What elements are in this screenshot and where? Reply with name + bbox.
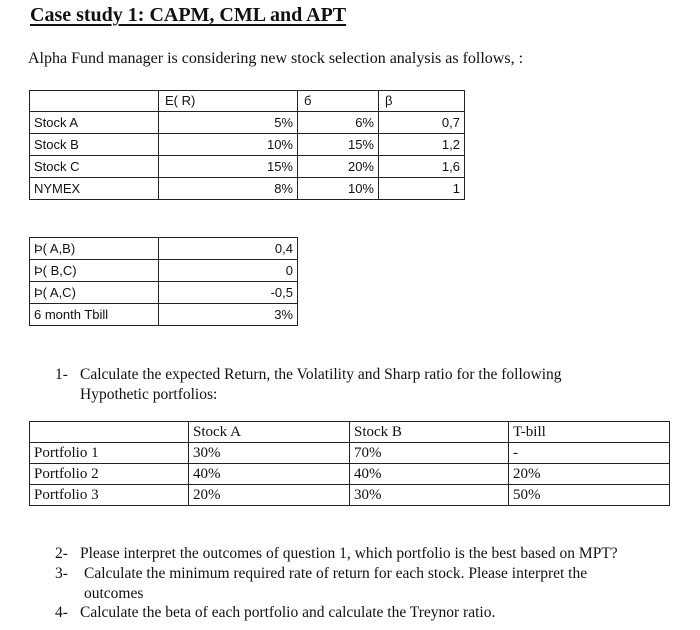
table-cell: 5%	[159, 112, 298, 134]
table-row	[30, 112, 465, 134]
table-cell: Portfolio 1	[30, 443, 189, 464]
table-row	[30, 238, 298, 260]
table-cell: Stock C	[30, 156, 159, 178]
table-cell: 10%	[159, 134, 298, 156]
page-title: Case study 1: CAPM, CML and APT	[30, 4, 347, 26]
table-cell: 30%	[189, 443, 350, 464]
table-cell: 0,4	[159, 238, 298, 260]
header-cell-stock-a: Stock A	[189, 422, 350, 443]
table-cell: -0,5	[159, 282, 298, 304]
table-cell: 0	[159, 260, 298, 282]
table-row	[30, 443, 670, 464]
table-cell: 3%	[159, 304, 298, 326]
table-row	[30, 260, 298, 282]
table-header-row	[30, 91, 465, 112]
table-row	[30, 134, 465, 156]
table-cell: NYMEX	[30, 178, 159, 200]
table-cell: 0,7	[379, 112, 465, 134]
portfolio-table	[29, 421, 670, 506]
table-cell: Portfolio 2	[30, 464, 189, 485]
table-row	[30, 485, 670, 506]
question-2-text: Please interpret the outcomes of question 1, which portfolio is the best based on MPT?	[80, 545, 618, 562]
table-cell: 6%	[298, 112, 379, 134]
question-3-number: 3-	[55, 565, 68, 582]
table-cell: -	[509, 443, 670, 464]
table-cell: Þ( B,C)	[30, 260, 159, 282]
table-cell: 40%	[189, 464, 350, 485]
question-4-number: 4-	[55, 604, 68, 621]
header-cell-volatility: б	[298, 91, 379, 112]
table-cell: Þ( A,C)	[30, 282, 159, 304]
table-cell: 15%	[159, 156, 298, 178]
table-row	[30, 156, 465, 178]
table-cell: Stock B	[30, 134, 159, 156]
header-cell	[30, 422, 189, 443]
table-cell: 70%	[350, 443, 509, 464]
table-row	[30, 282, 298, 304]
header-cell-beta: β	[379, 91, 465, 112]
table-cell: 20%	[509, 464, 670, 485]
table-cell: 15%	[298, 134, 379, 156]
stock-data-table	[29, 90, 465, 200]
table-cell: 50%	[509, 485, 670, 506]
table-cell: 1,2	[379, 134, 465, 156]
question-2-number: 2-	[55, 545, 68, 562]
question-1-text: Calculate the expected Return, the Volatility and Sharp ratio for the following	[80, 366, 562, 383]
question-3-text-continued: outcomes	[84, 585, 144, 602]
table-cell: 40%	[350, 464, 509, 485]
table-cell: 20%	[298, 156, 379, 178]
question-1-text-continued: Hypothetic portfolios:	[80, 386, 218, 403]
table-cell: 8%	[159, 178, 298, 200]
table-cell: Þ( A,B)	[30, 238, 159, 260]
question-3-text: Calculate the minimum required rate of return for each stock. Please interpret the	[84, 565, 588, 582]
table-row	[30, 304, 298, 326]
header-cell	[30, 91, 159, 112]
table-cell: 1	[379, 178, 465, 200]
correlation-table	[29, 237, 298, 326]
table-row	[30, 178, 465, 200]
table-row	[30, 464, 670, 485]
table-cell: 10%	[298, 178, 379, 200]
header-cell-tbill: T-bill	[509, 422, 670, 443]
table-header-row	[30, 422, 670, 443]
table-cell: Portfolio 3	[30, 485, 189, 506]
question-1-number: 1-	[55, 366, 68, 383]
table-cell: 1,6	[379, 156, 465, 178]
question-4-text: Calculate the beta of each portfolio and calculate the Treynor ratio.	[80, 604, 496, 621]
table-cell: Stock A	[30, 112, 159, 134]
intro-text: Alpha Fund manager is considering new stock selection analysis as follows, :	[28, 50, 524, 67]
table-cell: 30%	[350, 485, 509, 506]
table-cell: 20%	[189, 485, 350, 506]
table-cell: 6 month Tbill	[30, 304, 159, 326]
header-cell-stock-b: Stock B	[350, 422, 509, 443]
header-cell-expected-return: E( R)	[159, 91, 298, 112]
